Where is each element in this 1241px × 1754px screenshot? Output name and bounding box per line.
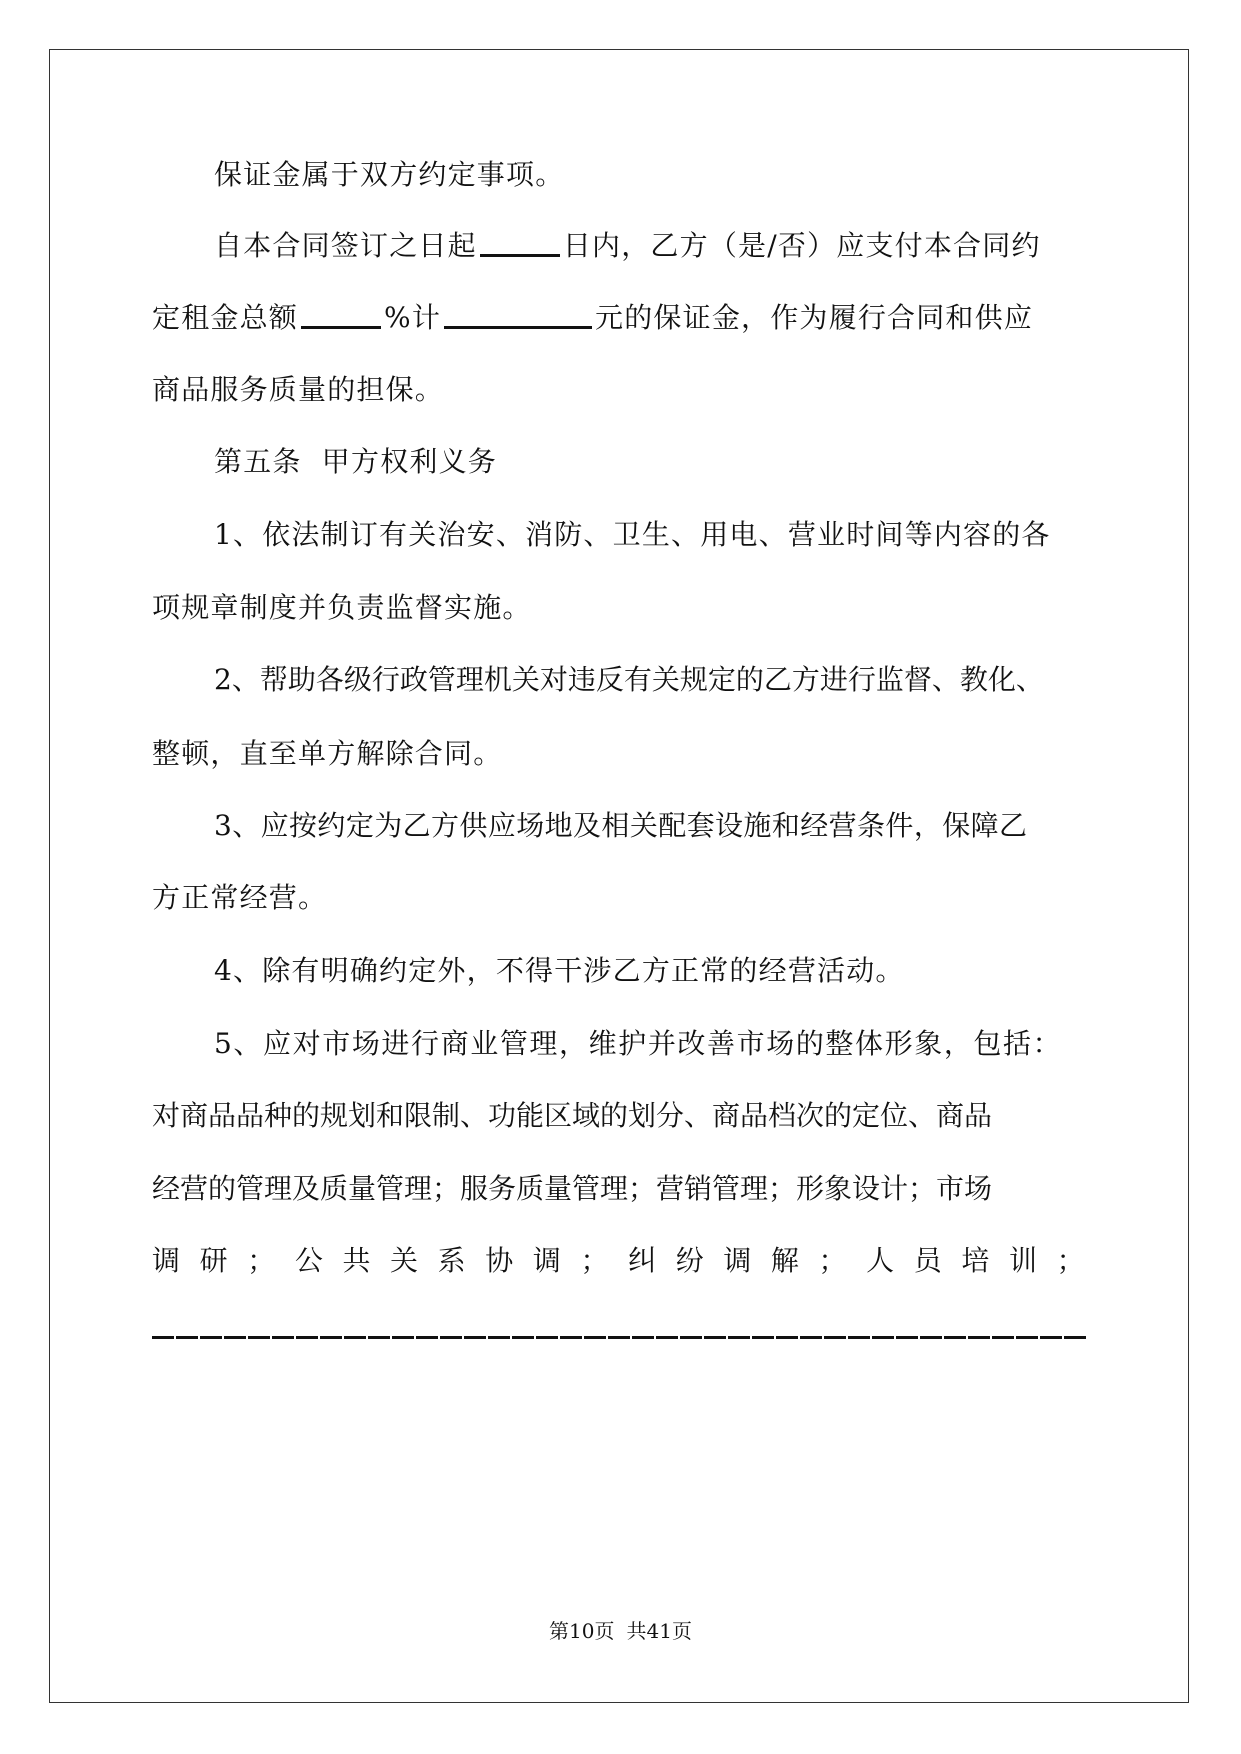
section-heading-text: 第五条 甲方权利义务 <box>214 445 498 478</box>
justified-char: 纠 <box>628 1244 658 1277</box>
justified-char: 训 <box>1008 1244 1039 1277</box>
justified-char: ； <box>1056 1244 1086 1277</box>
paragraph-text: 5、应对市场进行商业管理，维护并改善市场的整体形象，包括： <box>214 1027 1063 1060</box>
paragraph-text: 商品服务质量的担保。 <box>152 373 445 406</box>
page-total: 共41页 <box>626 1619 692 1643</box>
justified-char: ； <box>818 1244 848 1277</box>
justified-char: 协 <box>485 1244 515 1277</box>
justified-char: 系 <box>437 1244 467 1277</box>
justified-char: 员 <box>913 1244 943 1277</box>
fill-blank-percent[interactable] <box>301 300 381 329</box>
paragraph-text: 项规章制度并负责监督实施。 <box>152 591 532 624</box>
justified-char: 关 <box>390 1244 420 1277</box>
justified-char: 调 <box>723 1244 753 1277</box>
list-item-2-cont <box>152 734 1086 774</box>
justified-char: 人 <box>866 1244 896 1277</box>
paragraph-deposit-terms <box>152 226 1148 266</box>
list-item-3 <box>152 806 1148 846</box>
paragraph-text: %计 <box>384 301 442 334</box>
paragraph-text: 自本合同签订之日起 <box>214 229 477 262</box>
justified-char: 纷 <box>675 1244 705 1277</box>
list-item-2 <box>152 660 1148 700</box>
justified-char: 解 <box>770 1244 801 1277</box>
paragraph-text: 3、应按约定为乙方供应场地及相关配套设施和经营条件，保障乙 <box>214 809 1028 842</box>
justified-char: 共 <box>342 1244 372 1277</box>
paragraph-text: 保证金属于双方约定事项。 <box>214 158 565 191</box>
paragraph-text: 对商品品种的规划和限制、功能区域的划分、商品档次的定位、商品 <box>152 1099 993 1132</box>
justified-char: 培 <box>961 1244 991 1277</box>
paragraph-text: 元的保证金，作为履行合同和供应 <box>595 301 1034 334</box>
justified-char: 公 <box>294 1244 325 1277</box>
justified-char: 调 <box>532 1244 563 1277</box>
paragraph-deposit-terms-cont <box>152 298 1086 338</box>
paragraph-deposit-note <box>152 155 1148 195</box>
list-item-3-cont <box>152 878 1086 918</box>
paragraph-text: 4、除有明确约定外，不得干涉乙方正常的经营活动。 <box>214 954 905 987</box>
paragraph-text: 日内，乙方（是/否）应支付本合同约 <box>562 229 1041 262</box>
justified-char: 调 <box>152 1244 182 1277</box>
page-footer <box>0 1618 1241 1644</box>
fill-blank-long-line[interactable] <box>152 1336 1086 1339</box>
fill-blank-amount[interactable] <box>444 300 592 329</box>
list-item-1-cont <box>152 588 1086 628</box>
paragraph-text: 方正常经营。 <box>152 881 328 914</box>
list-item-5 <box>152 1024 1148 1064</box>
paragraph-text: 1、依法制订有关治安、消防、卫生、用电、营业时间等内容的各 <box>214 518 1051 551</box>
justified-char: 研 <box>199 1244 229 1277</box>
paragraph-text: 经营的管理及质量管理；服务质量管理；营销管理；形象设计；市场 <box>152 1172 993 1205</box>
section-heading <box>152 442 1148 482</box>
fill-blank-days[interactable] <box>480 228 560 257</box>
paragraph-text: 2、帮助各级行政管理机关对违反有关规定的乙方进行监督、教化、 <box>214 663 1044 696</box>
paragraph-deposit-terms-end <box>152 370 1086 410</box>
list-item-5-cont-1 <box>152 1096 1086 1136</box>
list-item-5-cont-3 <box>152 1241 1086 1281</box>
list-item-1 <box>152 515 1148 555</box>
justified-char: ； <box>580 1244 610 1277</box>
paragraph-text: 定租金总额 <box>152 301 299 334</box>
justified-char: ； <box>247 1244 277 1277</box>
paragraph-text: 整顿，直至单方解除合同。 <box>152 737 503 770</box>
page-number: 第10页 <box>549 1619 615 1643</box>
list-item-4 <box>152 951 1148 991</box>
list-item-5-cont-2 <box>152 1169 1086 1209</box>
